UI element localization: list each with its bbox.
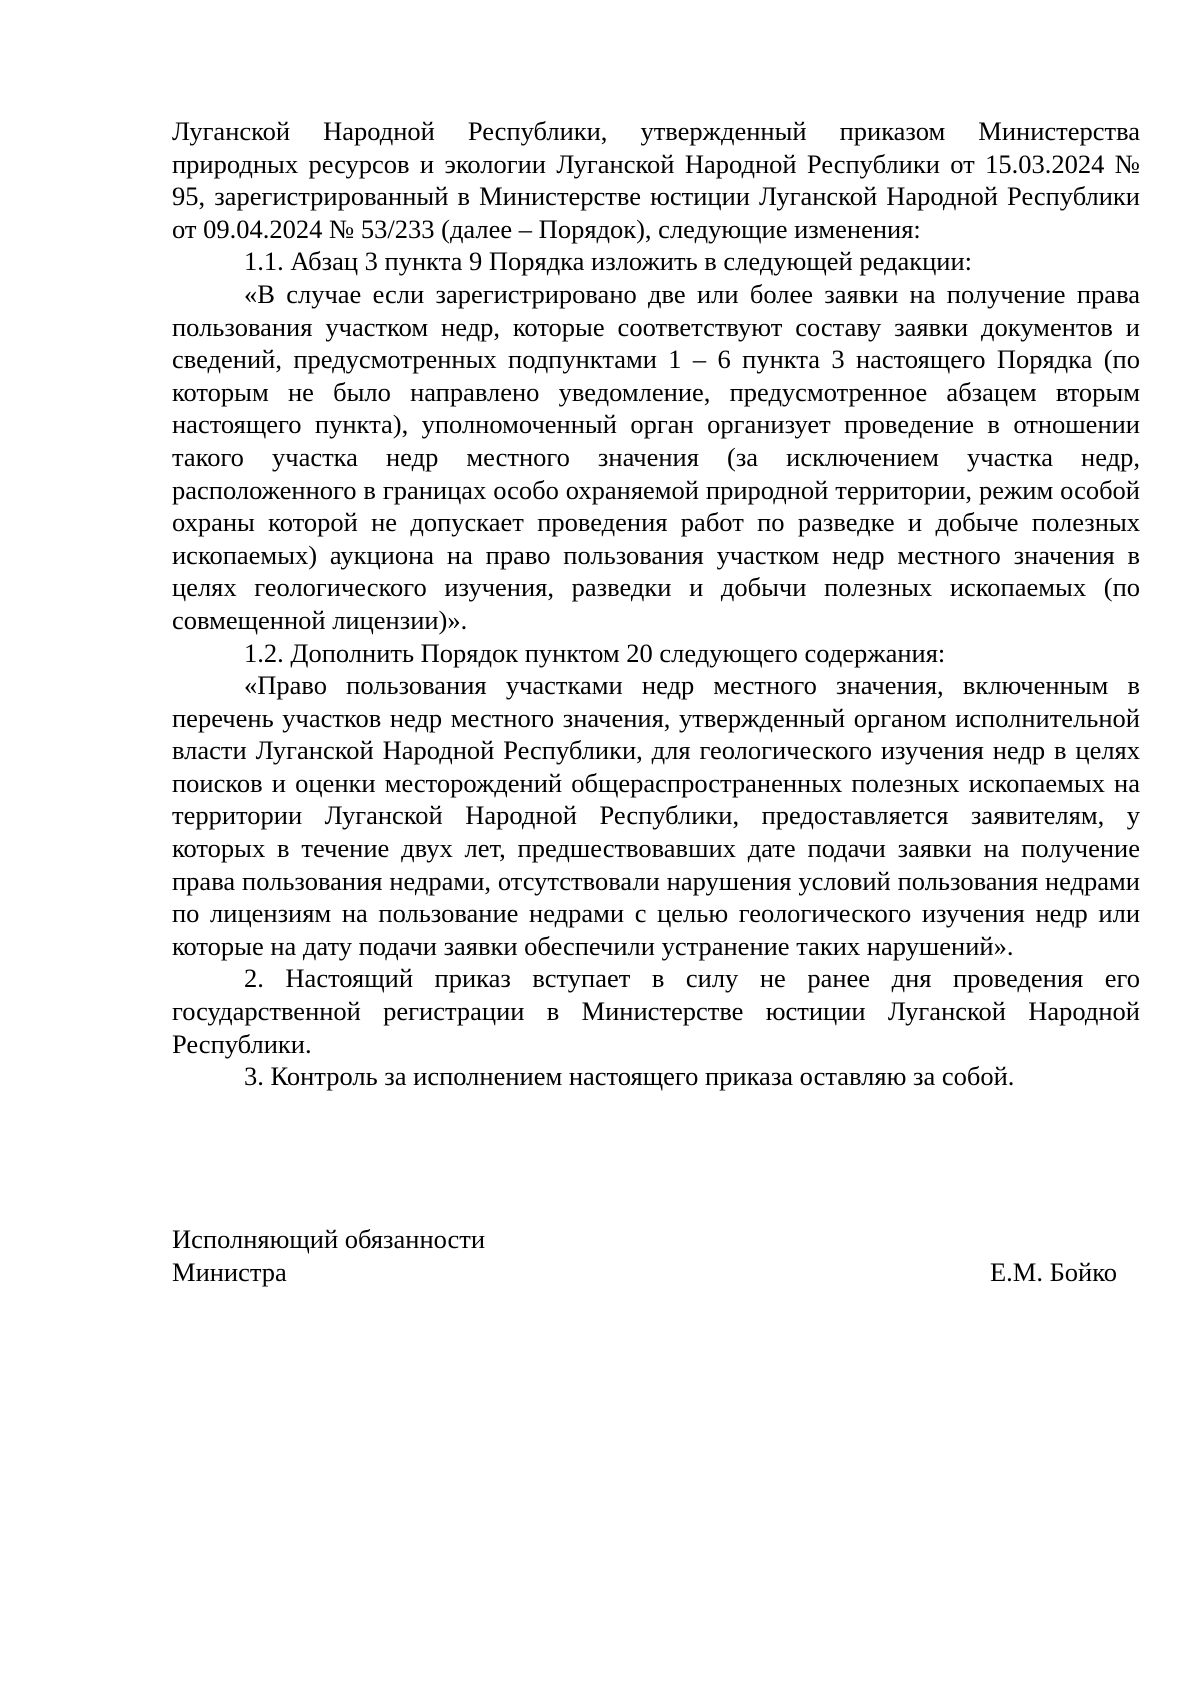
signatory-name: Е.М. Бойко — [989, 1256, 1117, 1287]
signature-position-role: Министра — [172, 1256, 287, 1287]
signature-position-line-2 — [172, 1256, 1117, 1289]
signature-block — [172, 1223, 1117, 1288]
paragraph-item-2: 2. Настоящий приказ вступает в силу не ранее дня проведения его государственной регистрации в Министерстве юстиции Луганской Народной Республики. — [172, 963, 1140, 1059]
document-body — [172, 115, 1140, 1093]
paragraph-item-1-2: 1.2. Дополнить Порядок пунктом 20 следующего содержания: — [244, 637, 946, 668]
paragraph-item-1-1: 1.1. Абзац 3 пункта 9 Порядка изложить в следующей редакции: — [244, 246, 973, 277]
paragraph-intro: Луганской Народной Республики, утвержденный приказом Министерства природных ресурсов и экологии Луганской Народной Республики от 15.03.2024 № 95, зарегистрированный в Министерстве юстиции Луганской Народной Республики от 09.04.2024 № 53/233 (далее – Порядок), следующие изменения: — [172, 116, 1140, 244]
paragraph-item-3: 3. Контроль за исполнением настоящего приказа оставляю за собой. — [244, 1061, 1015, 1092]
paragraph-quote-1: «В случае если зарегистрировано две или более заявки на получение права пользования участком недр, которые соответствуют составу заявки документов и сведений, предусмотренных подпунктами 1 – 6 пункта 3 настоящего Порядка (по которым не было направлено уведомление, предусмотренное абзацем вторым настоящего пункта), уполномоченный орган организует проведение в отношении такого участка недр местного значения (за исключением участка недр, расположенного в границах особо охраняемой природной территории, режим особой охраны которой не допускает проведения работ по разведке и добыче полезных ископаемых) аукциона на право пользования участком недр местного значения в целях геологического изучения, разведки и добычи полезных ископаемых (по совмещенной лицензии)». — [172, 278, 1140, 635]
signature-position-line-1 — [172, 1223, 1117, 1256]
paragraph-quote-2: «Право пользования участками недр местного значения, включенным в перечень участков недр местного значения, утвержденный органом исполнительной власти Луганской Народной Республики, для геологического изучения недр в целях поисков и оценки месторождений общераспространенных полезных ископаемых на территории Луганской Народной Республики, предоставляется заявителям, у которых в течение двух лет, предшествовавших дате подачи заявки на получение права пользования недрами, отсутствовали нарушения условий пользования недрами по лицензиям на пользование недрами с целью геологического изучения недр или которые на дату подачи заявки обеспечили устранение таких нарушений». — [172, 670, 1140, 961]
signature-position-title: Исполняющий обязанности — [172, 1224, 486, 1254]
